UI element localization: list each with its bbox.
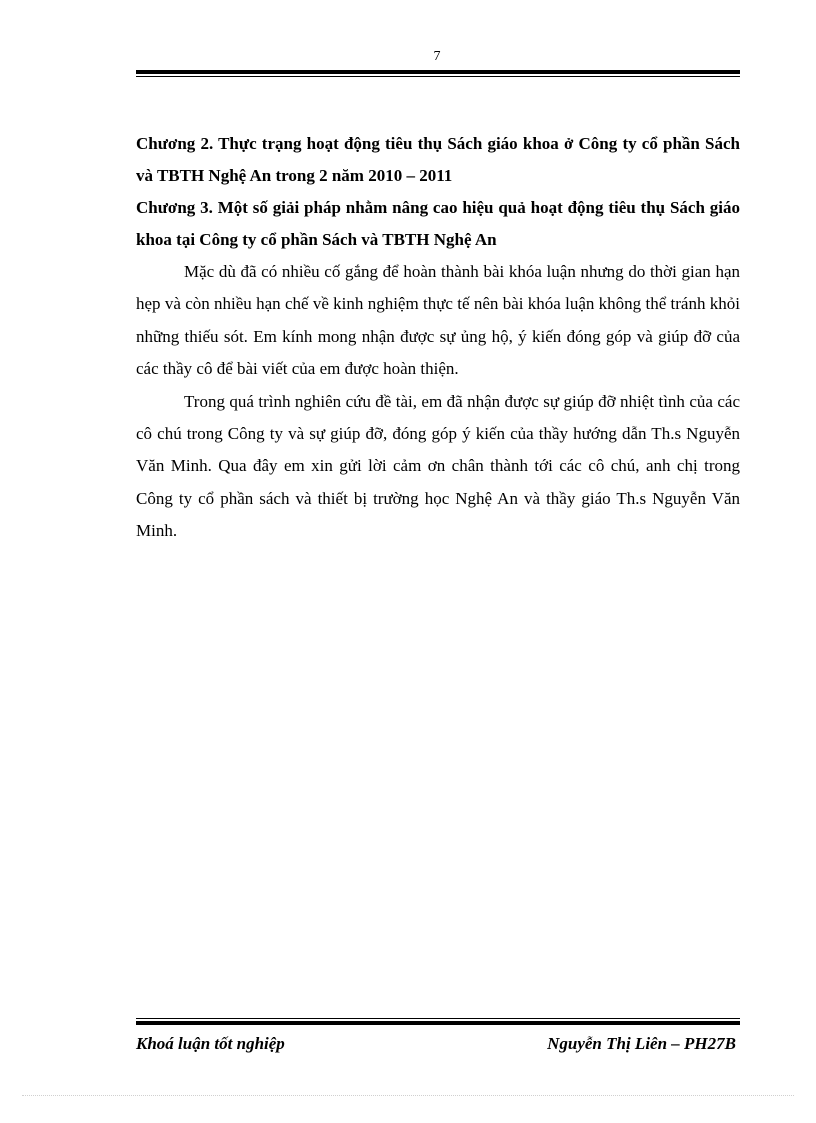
footer-thesis-label: Khoá luận tốt nghiệp [136, 1034, 285, 1053]
page-edge-divider [22, 1095, 794, 1096]
paragraph-acknowledgement-1: Mặc dù đã có nhiều cố gắng để hoàn thành bài khóa luận nhưng do thời gian hạn hẹp và còn nhiều hạn chế về kinh nghiệm thực tế nên bài khóa luận không thể tránh khỏi những thiếu sót. Em kính mong nhận được sự ủng hộ, ý kiến đóng góp và giúp đỡ của các thầy cô để bài viết của em được hoàn thiện. [136, 262, 740, 379]
footer-rule [136, 1018, 740, 1025]
chapter-2-heading: Chương 2. Thực trạng hoạt động tiêu thụ Sách giáo khoa ở Công ty cổ phần Sách và TBTH Nghệ An trong 2 năm 2010 – 2011 [136, 134, 740, 185]
page-content [136, 128, 740, 548]
paragraph-acknowledgement-2: Trong quá trình nghiên cứu đề tài, em đã nhận được sự giúp đỡ nhiệt tình của các cô chú trong Công ty và sự giúp đỡ, đóng góp ý kiến của thầy hướng dẫn Th.s Nguyễn Văn Minh. Qua đây em xin gửi lời cảm ơn chân thành tới các cô chú, anh chị trong Công ty cổ phần sách và thiết bị trường học Nghệ An và thầy giáo Th.s Nguyễn Văn Minh. [136, 391, 740, 541]
header-rule [136, 70, 740, 77]
page-number: 7 [433, 49, 441, 64]
chapter-3-heading: Chương 3. Một số giải pháp nhằm nâng cao hiệu quả hoạt động tiêu thụ Sách giáo khoa tại Công ty cổ phần Sách và TBTH Nghệ An [136, 198, 740, 249]
footer-author: Nguyễn Thị Liên – PH27B [547, 1034, 736, 1053]
